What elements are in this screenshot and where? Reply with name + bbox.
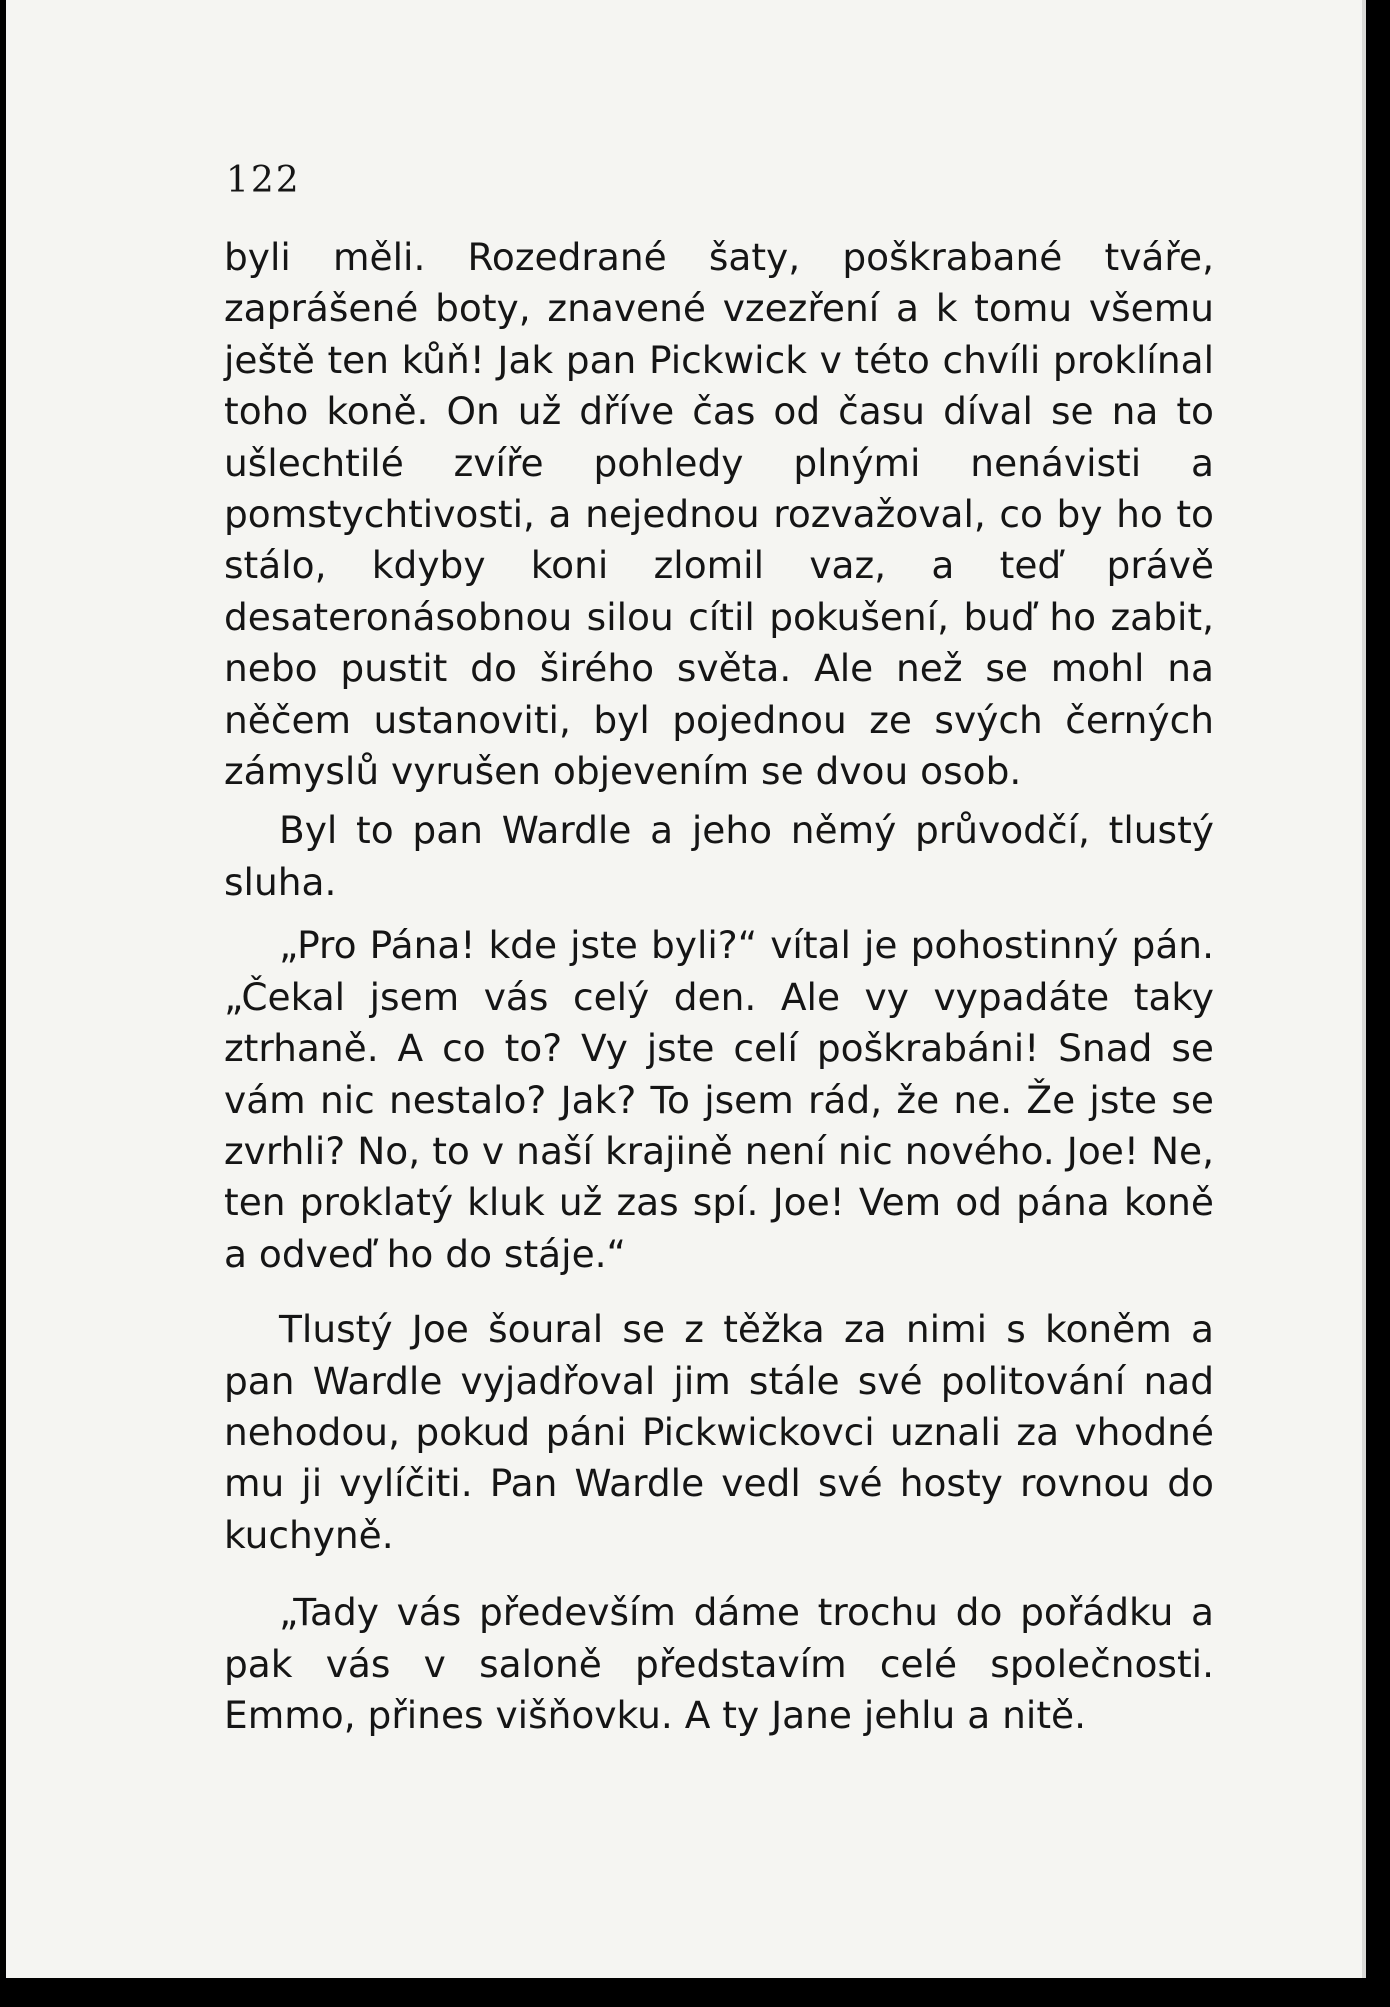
paragraph: Tlustý Joe šoural se z těžka za nimi s koněm a pan Wardle vyjadřoval jim stále své politování nad nehodou, pokud páni Pickwickovci uznali za vhodné mu ji vylíčiti. Pan Wardle vedl své hosty rovnou do kuchyně.: [224, 1307, 1214, 1557]
page-edge: [1362, 0, 1366, 1978]
body-text: [224, 232, 1214, 1741]
page-number: 122: [226, 160, 301, 201]
paragraph: „Pro Pána! kde jste byli?“ vítal je pohostinný pán. „Čekal jsem vás celý den. Ale vy vypadáte taky ztrhaně. A co to? Vy jste celí poškrabáni! Snad se vám nic nestalo? Jak? To jsem rád, že ne. Že jste se zvrhli? No, to v naší krajině není nic nového. Joe! Ne, ten proklatý kluk už zas spí. Joe! Vem od pána koně a odveď ho do stáje.“: [224, 923, 1214, 1276]
paragraph: „Tady vás především dáme trochu do pořádku a pak vás v saloně představím celé společnosti. Emmo, přines višňovku. A ty Jane jehlu a nitě.: [224, 1590, 1214, 1737]
book-page: [6, 0, 1362, 1978]
paragraph: byli měli. Rozedrané šaty, poškrabané tváře, zaprášené boty, znavené vzezření a k tomu všemu ještě ten kůň! Jak pan Pickwick v této chvíli proklínal toho koně. On už dříve čas od času díval se na to ušlechtilé zvíře pohledy plnými nenávisti a pomstychtivosti, a nejednou rozvažoval, co by ho to stálo, kdyby koni zlomil vaz, a teď právě desateronásobnou silou cítil pokušení, buď ho zabit, nebo pustit do širého světa. Ale než se mohl na něčem ustanoviti, byl pojednou ze svých černých zámyslů vyrušen objevením se dvou osob.: [224, 235, 1214, 794]
paragraph: Byl to pan Wardle a jeho němý průvodčí, tlustý sluha.: [224, 808, 1214, 904]
